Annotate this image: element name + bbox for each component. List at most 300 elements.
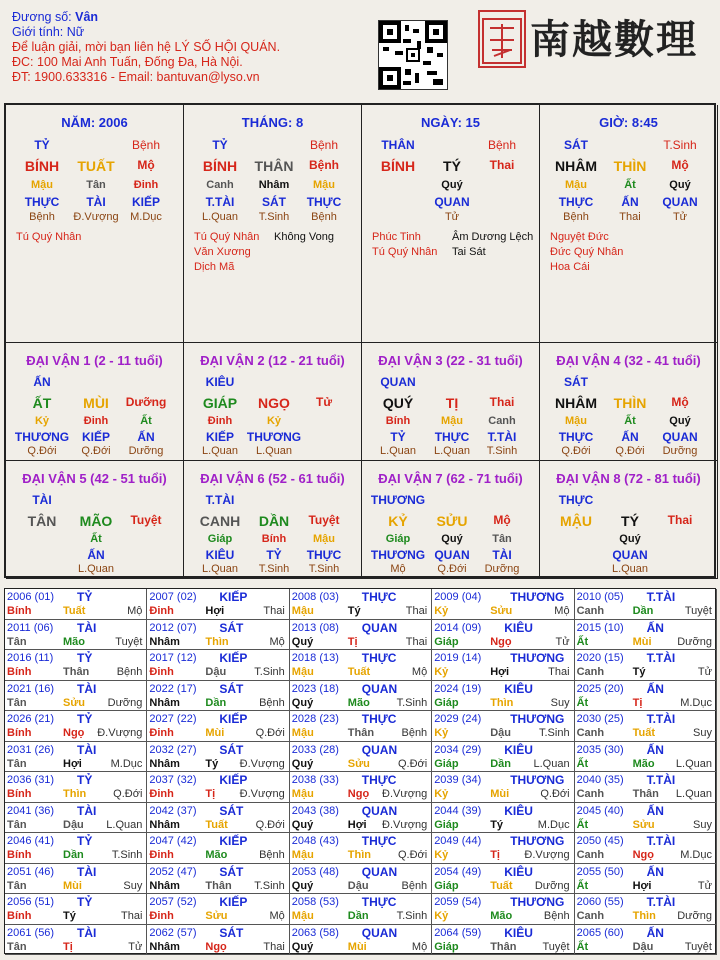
year-branch: Tý	[490, 818, 504, 831]
year-label: 2016 (11)	[7, 652, 54, 664]
year-star: KIẾP	[219, 651, 248, 665]
pillar-stem: BÍNH	[24, 158, 60, 174]
year-branch: Thìn	[347, 849, 372, 861]
dai-van-hidden: Dưỡng	[128, 445, 164, 457]
year-star: THƯƠNG	[510, 712, 565, 726]
year-status: Mộ	[411, 940, 428, 953]
year-branch: Sửu	[632, 818, 655, 831]
pillar-star: SÁT	[564, 138, 588, 152]
year-star: TÀI	[77, 925, 97, 940]
year-cell[interactable]	[147, 650, 289, 681]
pillar-note-2: Không Vong	[274, 231, 334, 243]
year-cell[interactable]	[290, 772, 432, 803]
year-label: 2027 (22)	[149, 713, 197, 725]
year-label: 2036 (31)	[7, 774, 55, 786]
dai-van-title: ĐẠI VẬN 8 (72 - 81 tuổi)	[556, 471, 701, 486]
pillar-note: Tú Quý Nhân	[372, 246, 438, 258]
pillar-note: Hoa Cái	[550, 261, 590, 273]
year-branch: Ngọ	[632, 849, 654, 861]
year-label: 2063 (58)	[291, 926, 339, 939]
year-cell[interactable]	[5, 894, 147, 925]
dai-van-hidden: Kỷ	[266, 415, 282, 427]
year-status: Dưỡng	[107, 696, 143, 709]
year-status: Bệnh	[259, 696, 285, 709]
dai-van-hidden: L.Quan	[255, 445, 293, 457]
year-stem: Kỷ	[434, 727, 449, 739]
year-cell[interactable]	[575, 772, 717, 803]
year-stem: Kỷ	[434, 849, 449, 861]
contact-line-3[interactable]: ĐT: 1900.633316 - Email: bantuvan@lyso.vn	[12, 70, 260, 84]
pillar-hidden: THỰC	[306, 195, 342, 209]
year-stem: Canh	[576, 849, 605, 861]
pillar-cell	[6, 105, 184, 343]
dai-van-title: ĐẠI VẬN 7 (62 - 71 tuổi)	[378, 471, 523, 486]
year-cell[interactable]	[575, 650, 717, 681]
year-star: THỰC	[361, 834, 397, 848]
year-cell[interactable]	[5, 589, 147, 620]
year-branch: Mão	[205, 849, 228, 861]
year-cell[interactable]	[290, 589, 432, 620]
year-label: 2061 (56)	[7, 926, 55, 939]
year-status: Dưỡng	[677, 635, 712, 648]
year-cell[interactable]	[575, 620, 717, 651]
dai-van-hidden: T.TÀI	[487, 430, 517, 444]
year-cell[interactable]	[290, 650, 432, 681]
year-label: 2047 (42)	[149, 835, 197, 847]
year-star: TỶ	[77, 590, 93, 604]
year-label: 2042 (37)	[149, 804, 197, 817]
year-cell[interactable]	[290, 925, 432, 956]
year-cell[interactable]	[290, 894, 432, 925]
year-stem: Giáp	[434, 635, 459, 648]
year-cell[interactable]	[147, 620, 289, 651]
dai-van-hidden: ẤN	[621, 430, 639, 444]
year-cell[interactable]	[290, 711, 432, 742]
year-cell[interactable]	[575, 742, 717, 773]
year-cell[interactable]	[5, 833, 147, 864]
year-cell[interactable]	[5, 772, 147, 803]
year-star: QUAN	[361, 864, 398, 879]
pillar-hidden: Đinh	[133, 179, 159, 191]
dai-van-hidden: THỰC	[306, 548, 342, 562]
year-label: 2007 (02)	[149, 591, 197, 603]
year-cell[interactable]	[432, 681, 574, 712]
pillar-hidden: M.Dục	[130, 211, 162, 223]
year-star: KIÊU	[504, 681, 533, 696]
year-stem: Canh	[576, 605, 605, 617]
year-status: Q.Đới	[397, 849, 428, 861]
year-star: T.TÀI	[646, 773, 676, 787]
pillar-hidden: Tử	[672, 211, 688, 223]
pillar-note: Đức Quý Nhân	[550, 246, 624, 258]
pillar-hidden: Bệnh	[311, 211, 337, 223]
year-label: 2012 (07)	[149, 621, 197, 634]
dai-van-cell	[540, 343, 718, 461]
year-cell[interactable]	[575, 925, 717, 956]
pillar-stem: BÍNH	[202, 158, 238, 174]
year-cell[interactable]	[290, 681, 432, 712]
year-cell[interactable]	[5, 925, 147, 956]
year-status: M.Dục	[680, 696, 712, 709]
dai-van-stem: TỊ	[445, 395, 459, 411]
year-cell[interactable]	[147, 925, 289, 956]
pillar-grid	[4, 103, 716, 578]
pillar-hidden: Tử	[444, 211, 460, 223]
year-status: M.Dục	[680, 849, 712, 861]
pillar-hidden: THỰC	[558, 195, 594, 209]
dai-van-hidden: Đinh	[83, 415, 109, 427]
year-label: 2039 (34)	[434, 774, 482, 786]
year-star: T.TÀI	[646, 895, 676, 909]
year-stem: Nhâm	[149, 818, 180, 831]
year-status: Q.Đới	[255, 818, 285, 831]
dai-van-cell	[184, 343, 362, 461]
dai-van-stem: Mộ	[493, 513, 511, 527]
year-branch: Thân	[632, 788, 659, 800]
year-cell[interactable]	[290, 620, 432, 651]
pillar-hidden: Quý	[669, 179, 691, 191]
dai-van-hidden: T.Sinh	[308, 563, 340, 575]
year-label: 2043 (38)	[291, 804, 339, 817]
pillar-stem: THÂN	[254, 158, 294, 174]
year-cell[interactable]	[147, 894, 289, 925]
year-branch: Dậu	[490, 727, 511, 739]
year-branch: Mùi	[490, 788, 510, 800]
year-branch: Mão	[490, 910, 513, 922]
year-status: L.Quan	[533, 757, 570, 770]
year-cell[interactable]	[575, 894, 717, 925]
pillar-stem: TÝ	[443, 158, 461, 174]
year-star: ẤN	[646, 925, 664, 940]
year-star: KIẾP	[219, 773, 248, 787]
year-stem: Đinh	[149, 849, 174, 861]
year-cell[interactable]	[5, 681, 147, 712]
pillar-cell	[184, 105, 362, 343]
year-status: Đ.Vượng	[382, 818, 428, 831]
year-star: ẤN	[646, 681, 664, 696]
year-branch: Mùi	[205, 727, 225, 739]
year-cell[interactable]	[147, 803, 289, 834]
seal-stamp	[478, 10, 526, 68]
year-status: Bệnh	[401, 879, 428, 892]
dai-van-stem: TÂN	[27, 513, 57, 529]
dai-van-star: SÁT	[564, 375, 588, 389]
dai-van-star: THỰC	[558, 493, 594, 507]
year-branch: Sửu	[63, 696, 86, 709]
year-stem: Mậu	[291, 727, 314, 739]
year-cell[interactable]	[575, 711, 717, 742]
dai-van-hidden: Q.Đới	[615, 445, 645, 457]
year-label: 2045 (40)	[576, 804, 624, 817]
year-stem: Quý	[291, 879, 314, 892]
year-label: 2037 (32)	[149, 774, 197, 786]
year-status: T.Sinh	[396, 696, 428, 709]
year-star: KIÊU	[504, 620, 533, 635]
year-star: THƯƠNG	[510, 590, 565, 604]
dai-van-hidden: Mộ	[390, 563, 406, 575]
dai-van-cell	[6, 461, 184, 579]
year-star: TỶ	[77, 712, 93, 726]
pillar-hidden: KIẾP	[131, 195, 161, 209]
pillar-note-2: Âm Dương Lệch	[452, 231, 534, 243]
year-status: Bệnh	[543, 910, 570, 922]
year-cell[interactable]	[575, 833, 717, 864]
dai-van-hidden: KIẾP	[81, 430, 111, 444]
year-cell[interactable]	[147, 772, 289, 803]
year-branch: Thân	[490, 940, 517, 953]
year-branch: Hợi	[632, 879, 652, 892]
year-status: Dưỡng	[677, 910, 712, 922]
dai-van-stem: DẦN	[258, 513, 290, 529]
year-stem: Canh	[576, 666, 605, 678]
year-cell[interactable]	[290, 742, 432, 773]
year-stem: Giáp	[434, 879, 459, 892]
year-star: KIẾP	[219, 895, 248, 909]
year-stem: Canh	[576, 910, 605, 922]
year-stem: Kỷ	[434, 788, 449, 800]
dai-van-hidden: Tân	[492, 533, 512, 545]
year-cell[interactable]	[5, 711, 147, 742]
year-cell[interactable]	[5, 742, 147, 773]
year-cell[interactable]	[432, 650, 574, 681]
dai-van-hidden: Q.Đới	[561, 445, 591, 457]
year-star: TỶ	[77, 651, 93, 665]
pillar-stem: THÌN	[613, 158, 647, 174]
pillar-note: Nguyệt Đức	[550, 231, 609, 243]
year-cell[interactable]	[147, 681, 289, 712]
year-stem: Đinh	[149, 788, 174, 800]
pillar-cell	[362, 105, 540, 343]
pillar-hidden: Quý	[441, 179, 463, 191]
year-cell[interactable]	[5, 864, 147, 895]
year-star: THƯƠNG	[510, 651, 565, 665]
year-star: SÁT	[219, 864, 244, 879]
dai-van-hidden: L.Quan	[379, 445, 417, 457]
year-branch: Dần	[205, 696, 227, 709]
year-branch: Thìn	[632, 910, 656, 922]
dai-van-stem: Thai	[489, 395, 515, 409]
year-star: SÁT	[219, 803, 244, 818]
year-cell[interactable]	[290, 833, 432, 864]
pillar-hidden: Mậu	[565, 179, 587, 191]
dai-van-cell	[362, 461, 540, 579]
year-cell[interactable]	[147, 864, 289, 895]
year-label: 2062 (57)	[149, 926, 197, 939]
year-status: T.Sinh	[254, 879, 285, 892]
dai-van-hidden: L.Quan	[201, 563, 239, 575]
year-stem: Kỷ	[434, 910, 449, 922]
pillar-hidden: ẤN	[621, 195, 639, 209]
pillar-title: GIỜ: 8:45	[599, 115, 658, 130]
year-stem: Tân	[7, 635, 27, 648]
year-status: Thai	[263, 605, 285, 617]
dai-van-hidden: Ất	[140, 415, 152, 427]
pillar-hidden: TÀI	[86, 195, 106, 209]
year-label: 2030 (25)	[576, 713, 624, 725]
pillar-status: T.Sinh	[663, 138, 697, 152]
year-star: ẤN	[646, 864, 664, 879]
year-status: Q.Đới	[540, 788, 570, 800]
year-cell[interactable]	[147, 833, 289, 864]
dai-van-star: TÀI	[32, 493, 52, 507]
year-star: THỰC	[361, 895, 397, 909]
dai-van-hidden: Giáp	[207, 533, 233, 545]
dai-van-hidden: Bính	[261, 533, 287, 545]
dai-van-stem: ẤT	[32, 395, 52, 411]
year-stem: Mậu	[291, 788, 314, 800]
year-stem: Đinh	[149, 666, 174, 678]
year-label: 2010 (05)	[576, 591, 624, 603]
year-stem: Bính	[7, 910, 32, 922]
year-label: 2018 (13)	[291, 652, 339, 664]
pillar-hidden: T.Sinh	[258, 211, 290, 223]
year-cell[interactable]	[5, 650, 147, 681]
year-status: Mộ	[269, 910, 285, 922]
dai-van-hidden: Quý	[669, 415, 691, 427]
year-cell[interactable]	[290, 864, 432, 895]
year-star: SÁT	[219, 620, 244, 635]
year-status: Thai	[263, 940, 285, 953]
year-star: TÀI	[77, 620, 97, 635]
year-stem: Kỷ	[434, 605, 449, 617]
year-status: Tuyệt	[684, 940, 712, 953]
year-status: M.Dục	[537, 818, 570, 831]
year-branch: Mùi	[347, 940, 367, 953]
year-cell[interactable]	[5, 620, 147, 651]
dai-van-hidden: THỰC	[434, 430, 470, 444]
dai-van-star: QUAN	[380, 375, 416, 389]
year-star: QUAN	[361, 925, 398, 940]
year-cell[interactable]	[432, 894, 574, 925]
pillar-hidden: Mậu	[313, 179, 335, 191]
year-branch: Hợi	[490, 666, 510, 678]
pillar-hidden: QUAN	[662, 195, 698, 209]
dai-van-stem: GIÁP	[202, 395, 238, 411]
year-cell[interactable]	[147, 589, 289, 620]
year-stem: Ất	[576, 696, 589, 709]
pillar-stem: Thai	[489, 158, 515, 172]
year-status: Tuyệt	[115, 635, 143, 648]
pillar-hidden: Đ.Vượng	[73, 211, 119, 223]
year-branch: Mão	[63, 635, 85, 648]
year-label: 2054 (49)	[434, 865, 482, 878]
year-stem: Quý	[291, 757, 314, 770]
dai-van-hidden: Kỷ	[34, 415, 50, 427]
year-cell[interactable]	[432, 589, 574, 620]
year-cell[interactable]	[147, 711, 289, 742]
year-stem: Bính	[7, 666, 32, 678]
name-label: Đương số:	[12, 10, 72, 24]
pillar-hidden: Mậu	[31, 179, 53, 191]
year-cell[interactable]	[575, 803, 717, 834]
pillar-status: Bệnh	[131, 138, 161, 152]
year-star: TÀI	[77, 803, 97, 818]
dai-van-stem: Tuyệt	[130, 513, 162, 527]
year-cell[interactable]	[432, 772, 574, 803]
year-stem: Bính	[7, 849, 32, 861]
year-star: TỶ	[77, 773, 93, 787]
dai-van-hidden: L.Quan	[433, 445, 471, 457]
year-status: Mộ	[411, 666, 428, 678]
year-cell[interactable]	[432, 620, 574, 651]
year-stem: Giáp	[434, 940, 459, 953]
year-status: Tuyệt	[542, 940, 570, 953]
year-cell[interactable]	[432, 711, 574, 742]
year-cell[interactable]	[432, 833, 574, 864]
year-status: Đ.Vượng	[239, 788, 285, 800]
dai-van-stem: MÃO	[79, 513, 113, 529]
year-branch: Hợi	[63, 757, 82, 770]
year-stem: Bính	[7, 727, 32, 739]
year-branch: Tị	[490, 849, 500, 861]
year-label: 2065 (60)	[576, 926, 624, 939]
year-branch: Mùi	[632, 635, 652, 648]
year-label: 2051 (46)	[7, 865, 55, 878]
year-star: THỰC	[361, 590, 397, 604]
year-star: T.TÀI	[646, 712, 676, 726]
year-status: Tuyệt	[684, 605, 712, 617]
year-cell[interactable]	[290, 803, 432, 834]
dai-van-hidden: Ất	[624, 415, 636, 427]
year-label: 2060 (55)	[576, 896, 624, 908]
year-star: THƯƠNG	[510, 895, 565, 909]
year-cell[interactable]	[147, 742, 289, 773]
year-stem: Tân	[7, 818, 27, 831]
year-stem: Quý	[291, 940, 314, 953]
dai-van-hidden: ẤN	[87, 548, 105, 562]
dai-van-hidden: TỶ	[390, 430, 406, 444]
year-label: 2058 (53)	[291, 896, 339, 908]
dai-van-stem: Tử	[315, 395, 333, 409]
pillar-hidden: Nhâm	[258, 179, 290, 191]
year-stem: Mậu	[291, 910, 314, 922]
year-branch: Tý	[205, 757, 219, 770]
year-cell[interactable]	[575, 589, 717, 620]
year-status: L.Quan	[675, 788, 712, 800]
year-cell[interactable]	[432, 742, 574, 773]
year-label: 2041 (36)	[7, 804, 55, 817]
dai-van-hidden: Quý	[441, 533, 463, 545]
year-star: QUAN	[361, 742, 398, 757]
year-label: 2017 (12)	[149, 652, 197, 664]
year-label: 2014 (09)	[434, 621, 482, 634]
year-cell[interactable]	[575, 681, 717, 712]
year-status: Mộ	[554, 605, 570, 617]
year-star: KIẾP	[219, 834, 248, 848]
pillar-stem: Mộ	[137, 158, 155, 172]
dai-van-hidden: Q.Đới	[81, 445, 111, 457]
year-cell[interactable]	[432, 803, 574, 834]
pillar-star: THÂN	[381, 138, 415, 152]
pillar-hidden: Canh	[206, 179, 234, 191]
year-star: KIÊU	[504, 742, 533, 757]
year-cell[interactable]	[5, 803, 147, 834]
year-status: Đ.Vượng	[524, 849, 570, 861]
year-cell[interactable]	[575, 864, 717, 895]
year-star: QUAN	[361, 620, 398, 635]
year-branch: Mão	[347, 696, 370, 709]
pillar-stem: TUẤT	[77, 158, 115, 174]
year-star: T.TÀI	[646, 834, 676, 848]
dai-van-hidden: Giáp	[385, 533, 411, 545]
qr-code-icon[interactable]	[378, 20, 448, 90]
year-cell[interactable]	[432, 864, 574, 895]
dai-van-hidden: Q.Đới	[437, 563, 467, 575]
year-branch: Tị	[347, 635, 358, 648]
year-stem: Ất	[576, 940, 589, 953]
dai-van-cell	[184, 461, 362, 579]
year-cell[interactable]	[432, 925, 574, 956]
